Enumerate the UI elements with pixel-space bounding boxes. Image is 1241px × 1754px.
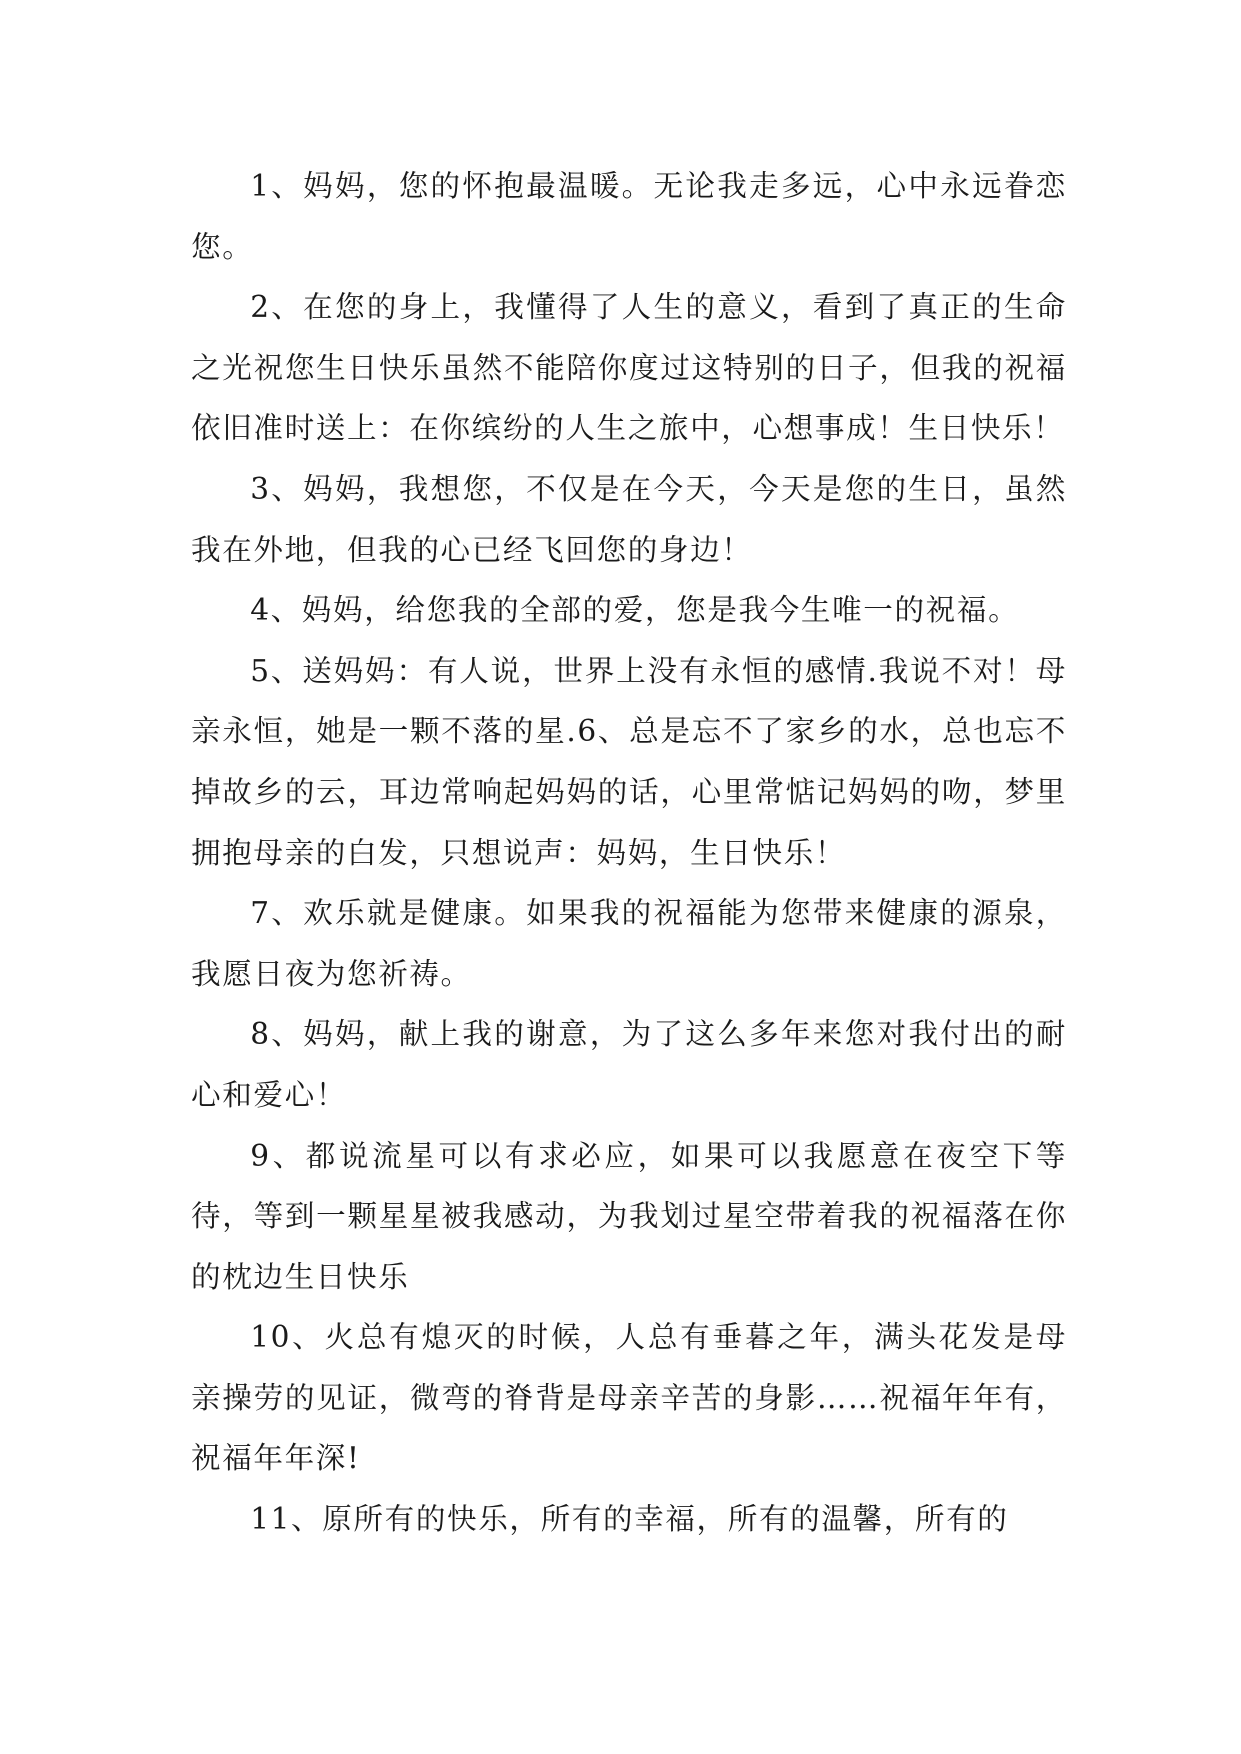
paragraph-10: 10、火总有熄灭的时候，人总有垂暮之年，满头花发是母亲操劳的见证，微弯的脊背是母亲辛苦的身影……祝福年年有，祝福年年深! [191,1320,1067,1476]
paragraph-11: 11、原所有的快乐，所有的幸福，所有的温馨，所有的 [250,1502,1009,1537]
paragraph-4: 4、妈妈，给您我的全部的爱，您是我今生唯一的祝福。 [250,593,1020,628]
paragraph-2: 2、在您的身上，我懂得了人生的意义，看到了真正的生命之光祝您生日快乐虽然不能陪你度过这特别的日子，但我的祝福依旧准时送上：在你缤纷的人生之旅中，心想事成！生日快乐！ [191,290,1067,446]
paragraph-7: 7、欢乐就是健康。如果我的祝福能为您带来健康的源泉，我愿日夜为您祈祷。 [191,896,1067,991]
document-body [191,156,1067,1550]
paragraph-9: 9、都说流星可以有求必应，如果可以我愿意在夜空下等待，等到一颗星星被我感动，为我划过星空带着我的祝福落在你的枕边生日快乐 [191,1138,1067,1294]
paragraph-8: 8、妈妈，献上我的谢意，为了这么多年来您对我付出的耐心和爱心！ [191,1017,1067,1112]
paragraph-5: 5、送妈妈：有人说，世界上没有永恒的感情.我说不对！母亲永恒，她是一颗不落的星.6、总是忘不了家乡的水，总也忘不掉故乡的云，耳边常响起妈妈的话，心里常惦记妈妈的吻，梦里拥抱母亲的白发，只想说声：妈妈，生日快乐！ [191,653,1067,870]
paragraph-3: 3、妈妈，我想您，不仅是在今天，今天是您的生日，虽然我在外地，但我的心已经飞回您的身边！ [191,471,1067,567]
paragraph-1: 1、妈妈，您的怀抱最温暖。无论我走多远，心中永远眷恋您。 [191,169,1067,264]
